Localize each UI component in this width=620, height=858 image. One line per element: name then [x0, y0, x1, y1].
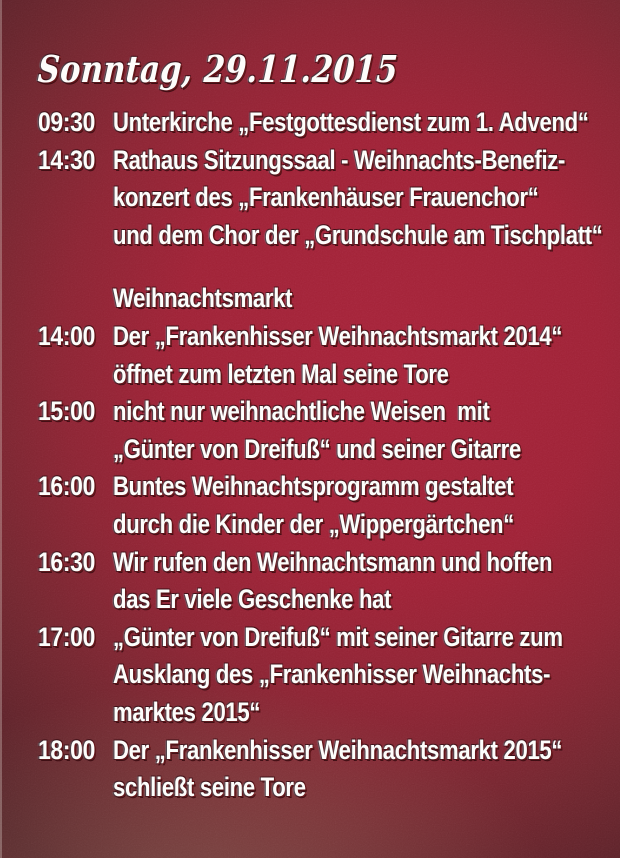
event-time	[38, 280, 102, 318]
schedule-entry	[38, 318, 612, 393]
schedule-entry	[38, 732, 612, 807]
event-text-line: Buntes Weihnachtsprogramm gestaltet	[113, 471, 514, 502]
event-text-line: Rathaus Sitzungssaal - Weihnachts-Benefiz-	[113, 144, 566, 175]
event-text-line: „Günter von Dreifuß“ und seiner Gitarre	[113, 433, 521, 464]
schedule-section-header	[38, 280, 612, 318]
event-text-line: Der „Frankenhisser Weihnachtsmarkt 2014“	[113, 320, 563, 351]
event-text-line: das Er viele Geschenke hat	[113, 584, 392, 615]
schedule-entry	[38, 544, 612, 619]
date-heading: Sonntag, 29.11.2015	[36, 47, 400, 91]
event-text-line: schließt seine Tore	[113, 772, 306, 803]
event-text-line: öffnet zum letzten Mal seine Tore	[113, 358, 449, 389]
schedule-entry	[38, 393, 612, 468]
event-text-line: durch die Kinder der „Wippergärtchen“	[113, 508, 515, 539]
schedule-entry	[38, 619, 612, 732]
event-time: 14:00	[38, 320, 96, 351]
event-time: 18:00	[38, 734, 96, 765]
schedule-entry	[38, 468, 612, 543]
event-time: 16:30	[38, 546, 96, 577]
event-text-line: marktes 2015“	[113, 696, 261, 727]
event-time: 14:30	[38, 144, 96, 175]
event-time: 09:30	[38, 107, 96, 137]
event-text-line: Der „Frankenhisser Weihnachtsmarkt 2015“	[113, 734, 563, 765]
event-text-line: Ausklang des „Frankenhisser Weihnachts-	[113, 659, 551, 690]
event-time: 16:00	[38, 471, 96, 502]
schedule-entry	[38, 104, 612, 142]
event-text-line: Wir rufen den Weihnachtsmann und hoffen	[113, 546, 553, 577]
event-text-line: Unterkirche „Festgottesdienst zum 1. Advend“	[113, 107, 589, 137]
event-text-line: nicht nur weihnachtliche Weisen mit	[113, 396, 490, 427]
event-text-line: und dem Chor der „Grundschule am Tischplatt“	[113, 219, 603, 250]
event-time: 15:00	[38, 396, 96, 427]
event-time: 17:00	[38, 621, 96, 652]
event-text-line: konzert des „Frankenhäuser Frauenchor“	[113, 182, 539, 213]
section-title: Weihnachtsmarkt	[113, 283, 293, 314]
event-text-line: „Günter von Dreifuß“ mit seiner Gitarre zum	[113, 621, 563, 652]
event-schedule	[38, 104, 612, 807]
schedule-entry	[38, 142, 612, 255]
